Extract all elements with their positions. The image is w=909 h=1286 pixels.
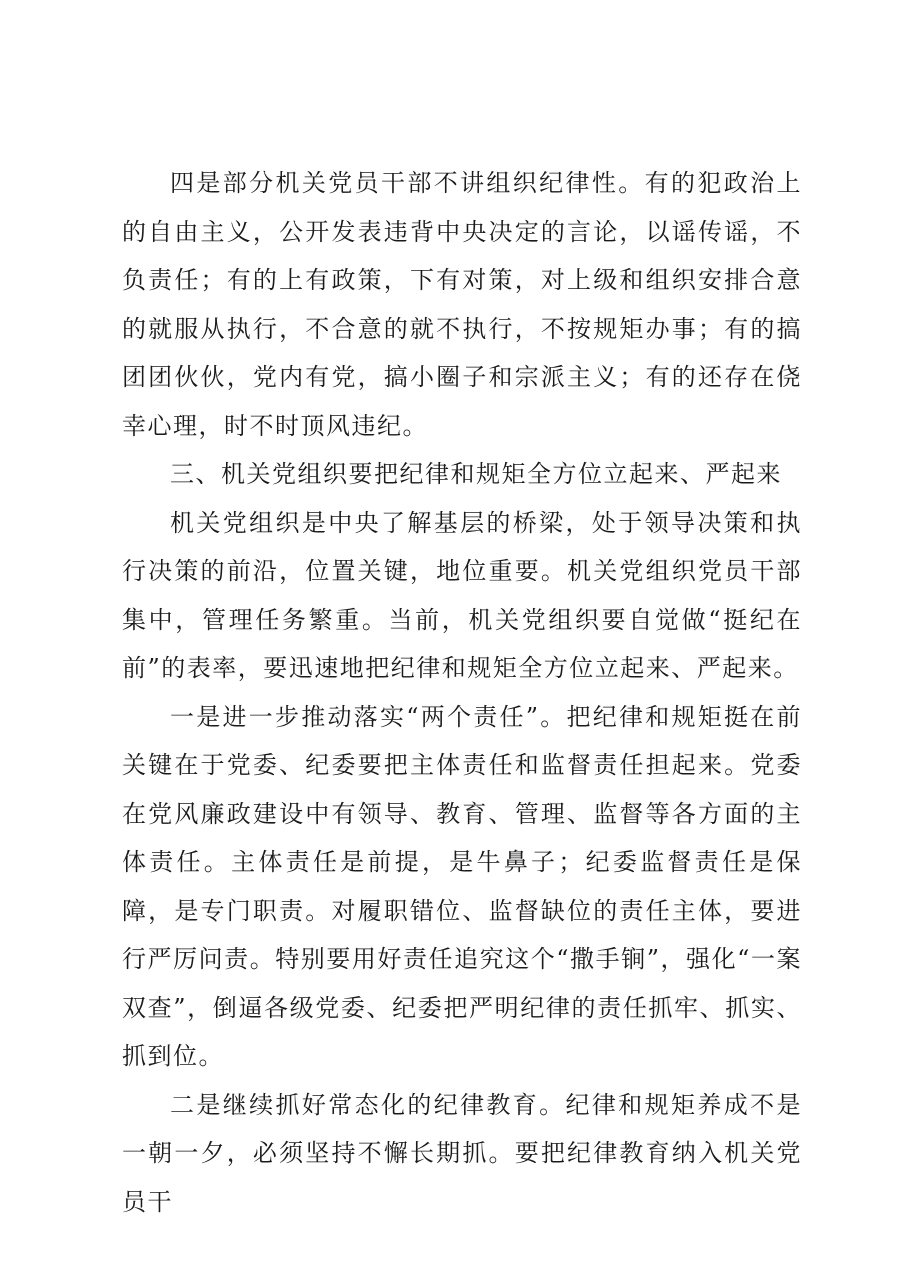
paragraph-party-org-role: 机关党组织是中央了解基层的桥梁，处于领导决策和执行决策的前沿，位置关键，地位重要。机关党组织党员干部集中，管理任务繁重。当前，机关党组织要自觉做“挺纪在前”的表率，要迅速地把纪律和规矩全方位立起来、严起来。 [122,508,802,682]
document-body [122,159,802,1226]
paragraph-four-discipline: 四是部分机关党员干部不讲组织纪律性。有的犯政治上的自由主义，公开发表违背中央决定的言论，以谣传谣，不负责任；有的上有政策，下有对策，对上级和组织安排合意的就服从执行，不合意的就不执行，不按规矩办事；有的搞团团伙伙，党内有党，搞小圈子和宗派主义；有的还存在侥幸心理，时不时顶风违纪。 [122,169,802,440]
section-heading-three: 三、机关党组织要把纪律和规矩全方位立起来、严起来 [170,460,782,488]
paragraph-two-responsibilities: 一是进一步推动落实“两个责任”。把纪律和规矩挺在前关键在于党委、纪委要把主体责任和监督责任担起来。党委在党风廉政建设中有领导、教育、管理、监督等各方面的主体责任。主体责任是前提，是牛鼻子；纪委监督责任是保障，是专门职责。对履职错位、监督缺位的责任主体，要进行严厉问责。特别要用好责任追究这个“撒手锏”，强化“一案双查”，倒逼各级党委、纪委把严明纪律的责任抓牢、抓实、抓到位。 [122,702,802,1070]
paragraph-discipline-education: 二是继续抓好常态化的纪律教育。纪律和规矩养成不是一朝一夕，必须坚持不懈长期抓。要把纪律教育纳入机关党员干 [122,1090,802,1216]
